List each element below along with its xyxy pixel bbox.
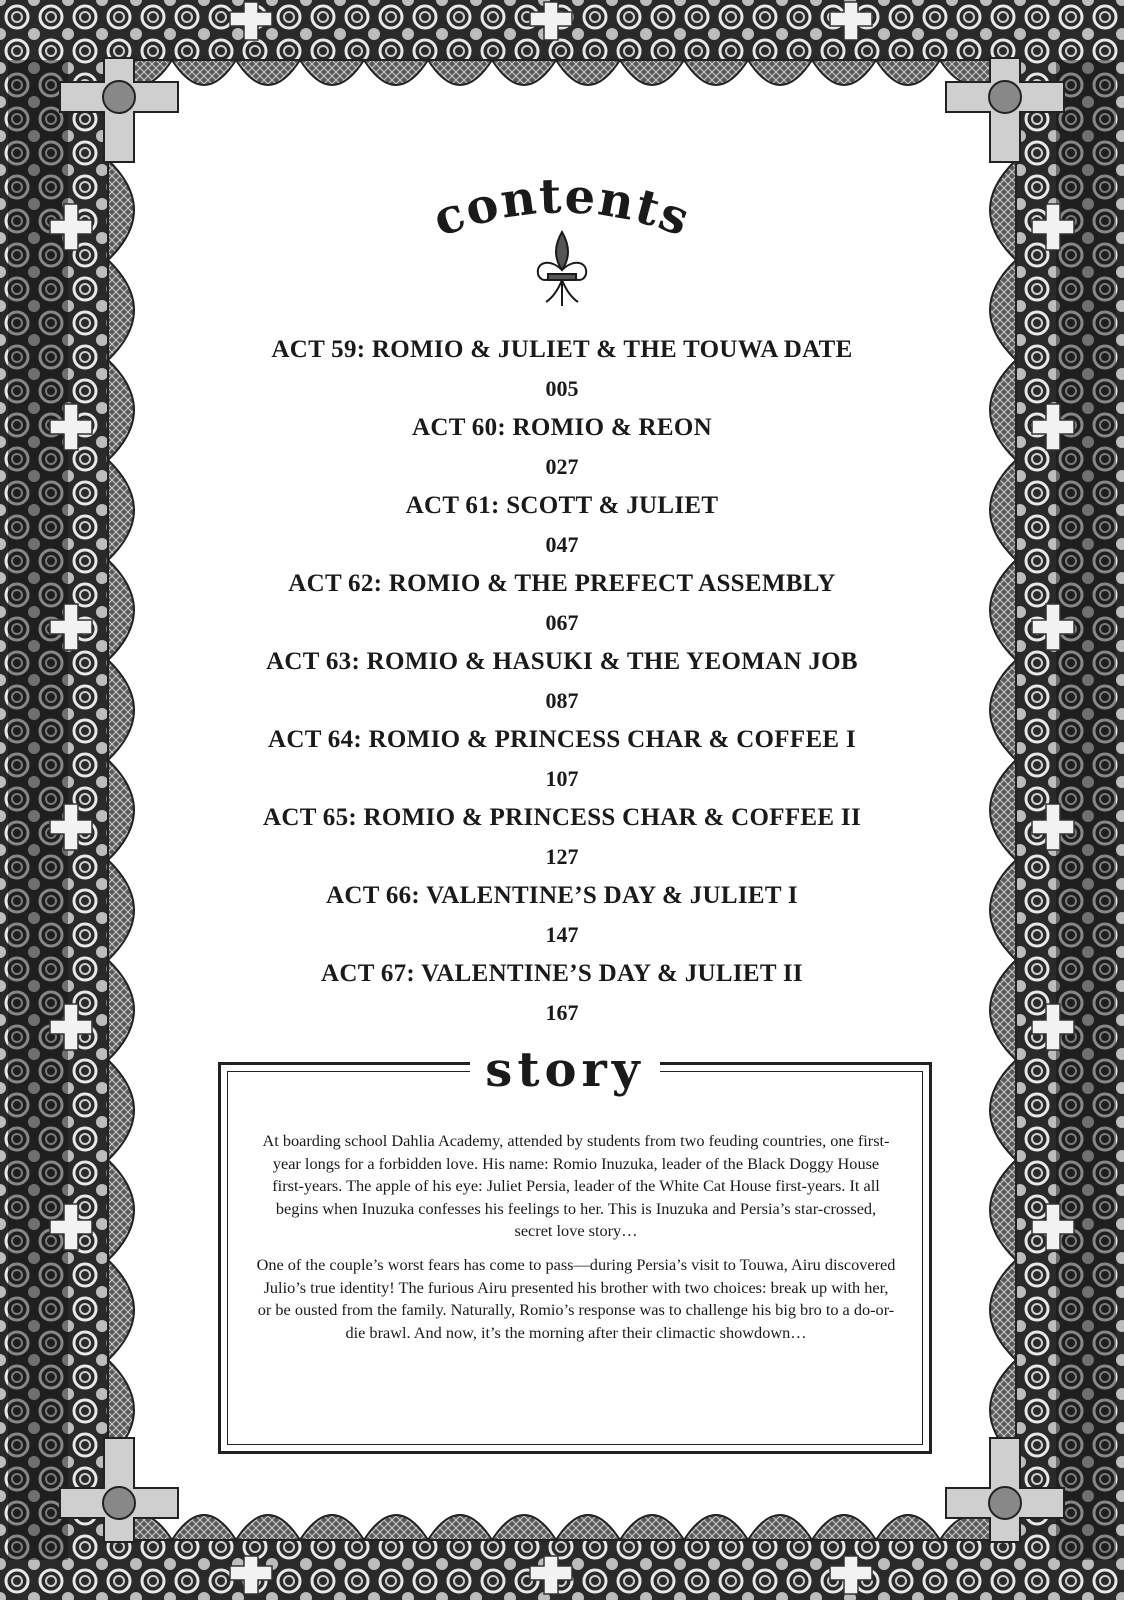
- story-synopsis: [256, 1130, 896, 1355]
- story-heading-text: story: [485, 1042, 645, 1098]
- toc-entry-page: 027: [545, 454, 579, 479]
- story-paragraph: One of the couple’s worst fears has come to pass—during Persia’s visit to Touwa, Airu discovered Julio’s true identity! The furious Airu presented his brother with two choices: break up with her, or be ousted from the family. Naturally, Romio’s response was to challenge his big bro to a do-or-die brawl. And now, it’s the morning after their climactic showdown…: [256, 1254, 896, 1342]
- toc-entry-title: ACT 59: ROMIO & JULIET & THE TOUWA DATE: [271, 336, 853, 363]
- toc-entry-page: 087: [545, 688, 579, 713]
- toc-entry-title: ACT 66: VALENTINE’S DAY & JULIET I: [326, 882, 798, 909]
- toc-entry-title: ACT 60: ROMIO & REON: [412, 414, 712, 441]
- toc-entry[interactable]: [200, 564, 924, 642]
- story-paragraph: At boarding school Dahlia Academy, attended by students from two feuding countries, one first-year longs for a forbidden love. His name: Romio Inuzuka, leader of the Black Doggy House first-years. The apple of his eye: Juliet Persia, leader of the White Cat House first-years. It all begins when Inuzuka confesses his feelings to her. This is Inuzuka and Persia’s star-crossed, secret love story…: [262, 1131, 890, 1241]
- toc-entry-page: 067: [545, 610, 579, 635]
- toc-entry[interactable]: [200, 720, 924, 798]
- toc-entry[interactable]: [200, 408, 924, 486]
- toc-entry[interactable]: [200, 876, 924, 954]
- toc-entry-title: ACT 67: VALENTINE’S DAY & JULIET II: [321, 960, 803, 987]
- toc-entry-page: 005: [545, 376, 579, 401]
- toc-entry[interactable]: [200, 330, 924, 408]
- toc-entry-page: 047: [545, 532, 579, 557]
- toc-entry-title: ACT 65: ROMIO & PRINCESS CHAR & COFFEE II: [263, 804, 861, 831]
- table-of-contents: [200, 330, 924, 1032]
- story-heading: [470, 1043, 660, 1101]
- toc-entry-title: ACT 61: SCOTT & JULIET: [405, 492, 719, 519]
- toc-entry[interactable]: [200, 954, 924, 1032]
- toc-entry[interactable]: [200, 798, 924, 876]
- toc-entry[interactable]: [200, 486, 924, 564]
- fleur-de-lis-icon: [532, 228, 592, 310]
- toc-entry-page: 147: [545, 922, 579, 947]
- toc-entry-title: ACT 63: ROMIO & HASUKI & THE YEOMAN JOB: [266, 648, 858, 675]
- toc-entry-page: 167: [545, 1000, 579, 1025]
- toc-entry-title: ACT 64: ROMIO & PRINCESS CHAR & COFFEE I: [268, 726, 856, 753]
- toc-entry-page: 107: [545, 766, 579, 791]
- toc-entry-page: 127: [545, 844, 579, 869]
- toc-entry-title: ACT 62: ROMIO & THE PREFECT ASSEMBLY: [288, 570, 836, 597]
- toc-entry[interactable]: [200, 642, 924, 720]
- contents-heading-text: contents: [425, 175, 699, 248]
